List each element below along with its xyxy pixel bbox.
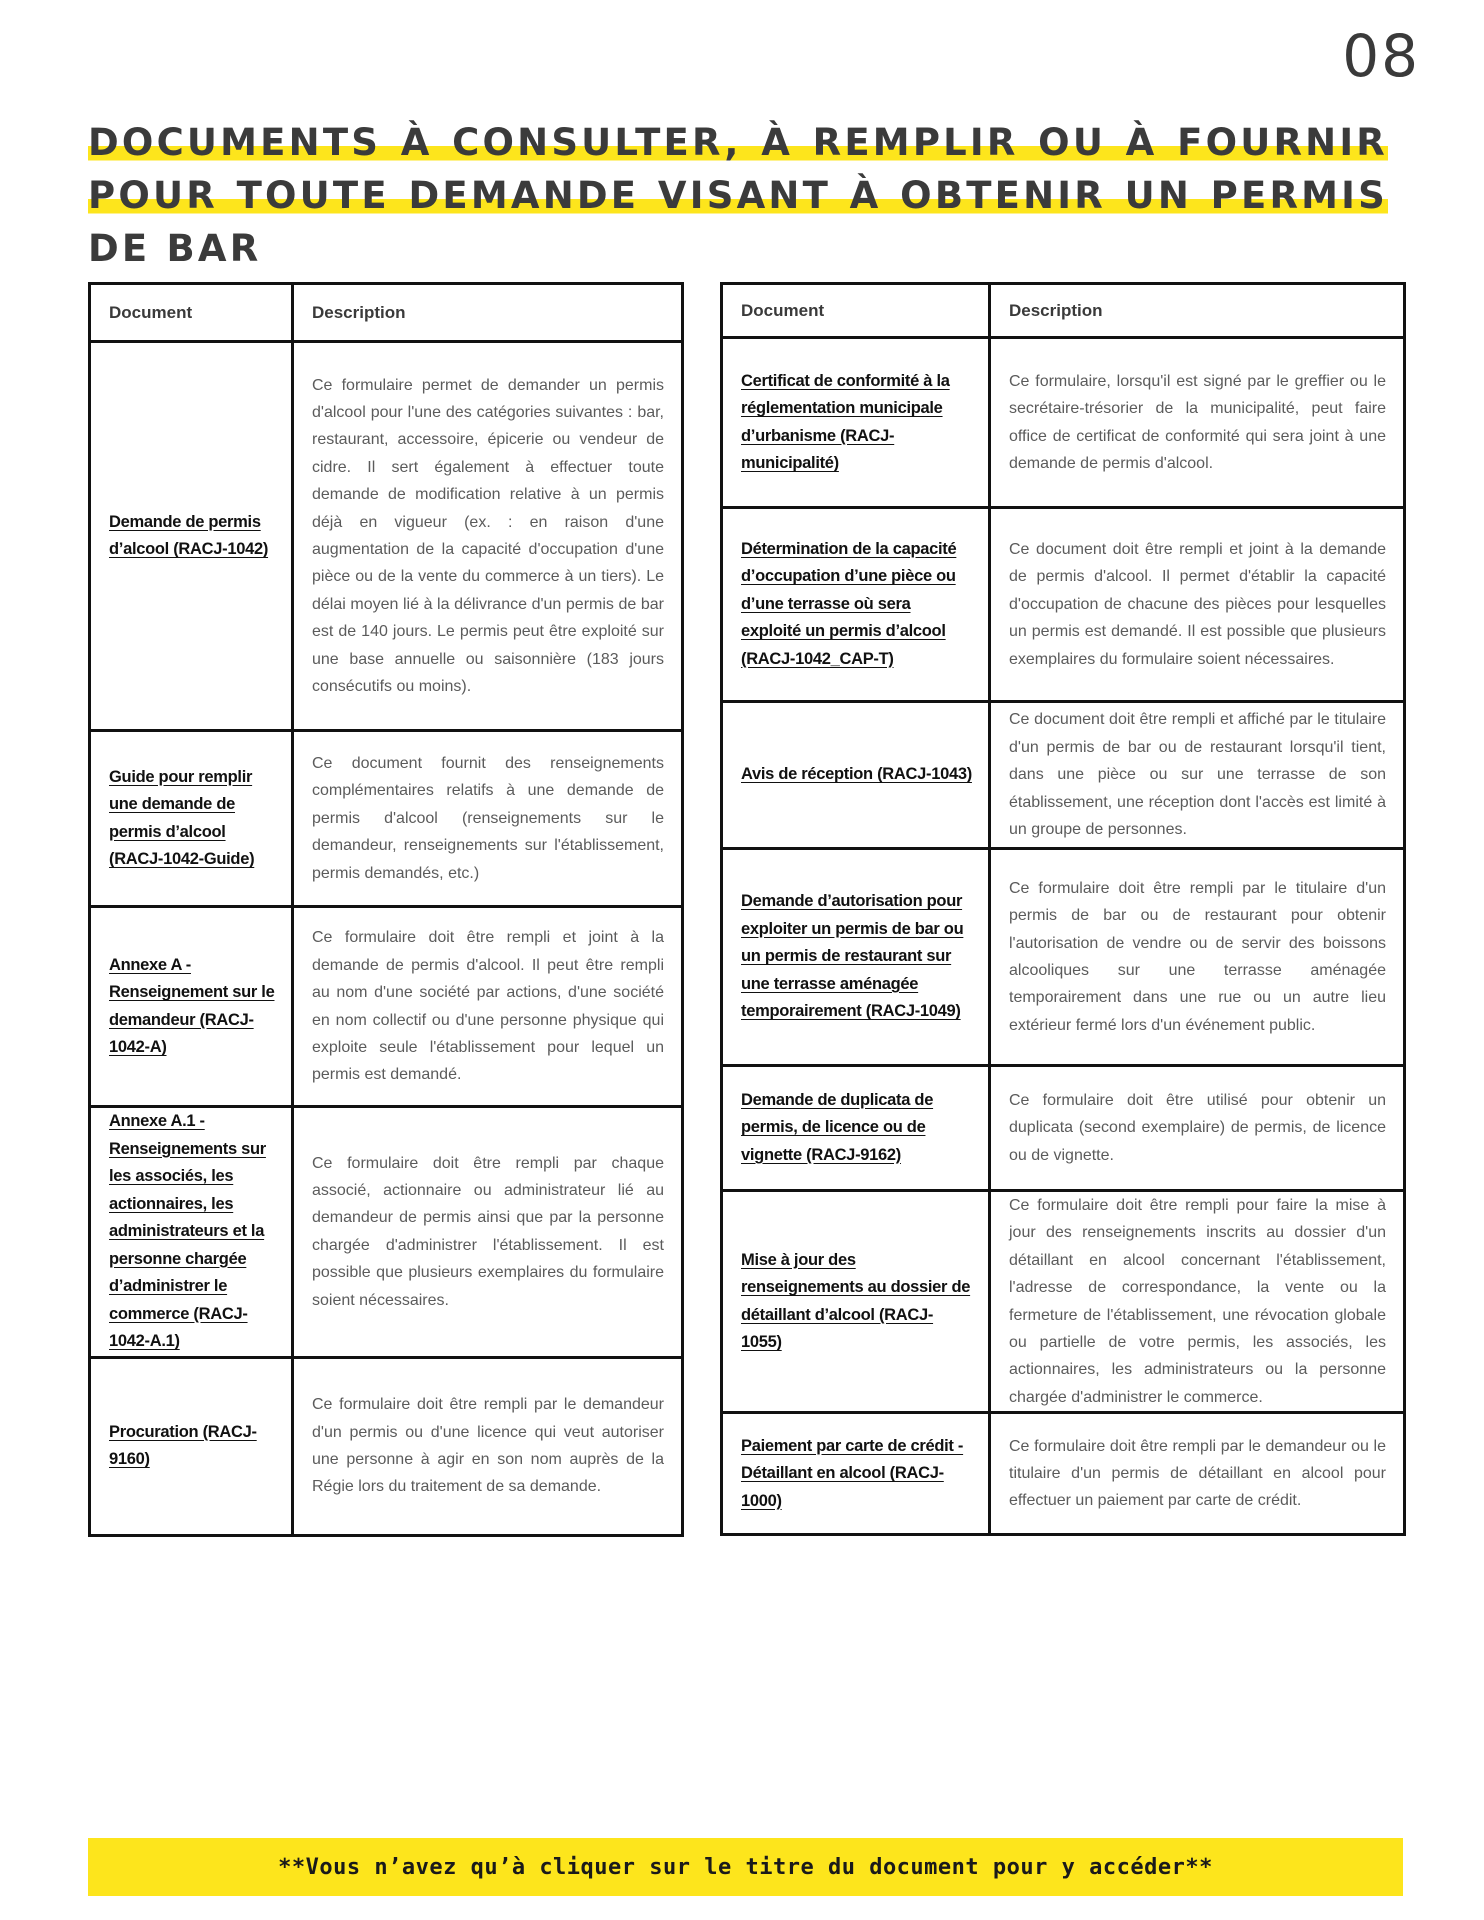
table-row — [90, 907, 683, 1107]
document-link[interactable]: Mise à jour des renseignements au dossier de détaillant d’alcool (RACJ-1055) — [741, 1250, 971, 1352]
document-link[interactable]: Demande d’autorisation pour exploiter un permis de bar ou un permis de restaurant sur une terrasse aménagée temporairement (RACJ-1049) — [741, 892, 964, 1021]
table-row — [722, 338, 1405, 508]
table-row — [722, 508, 1405, 702]
footer-note: **Vous n’avez qu’à cliquer sur le titre du document pour y accéder** — [278, 1854, 1213, 1880]
document-link[interactable]: Demande de permis d’alcool (RACJ-1042) — [109, 512, 269, 558]
document-link[interactable]: Annexe A - Renseignement sur le demandeur (RACJ-1042-A) — [109, 955, 275, 1056]
description-cell: Ce formulaire doit être rempli et joint à la demande de permis d'alcool. Il peut être rempli au nom d'une société par actions, d'une société en nom collectif ou d'une personne physique qui exploite seule l'établissement pour lequel un permis est demandé. — [293, 907, 683, 1107]
document-link[interactable]: Demande de duplicata de permis, de licence ou de vignette (RACJ-9162) — [741, 1090, 934, 1164]
description-cell: Ce formulaire doit être rempli pour faire la mise à jour des renseignements inscrits au dossier d'un détaillant en alcool concernant l'établissement, l'adresse de correspondance, la vente ou la fermeture de l'établissement, une révocation globale ou partielle de votre permis, les associés, les actionnaires, les administrateurs ou la personne chargée d'administrer le commerce. — [990, 1191, 1405, 1413]
page-title — [88, 116, 1388, 275]
document-cell — [90, 1357, 293, 1535]
page-number: 08 — [1342, 22, 1420, 90]
footer-banner — [88, 1838, 1403, 1896]
description-cell: Ce formulaire, lorsqu'il est signé par le greffier ou le secrétaire-trésorier de la municipalité, peut faire office de certificat de conformité qui sera joint à une demande de permis d'alcool. — [990, 338, 1405, 508]
description-cell: Ce document doit être rempli et affiché par le titulaire d'un permis de bar ou de restaurant lorsqu'il tient, dans une pièce ou sur une terrasse de son établissement, une réception dont l'accès est limité à un groupe de personnes. — [990, 702, 1405, 849]
document-cell — [722, 338, 990, 508]
document-cell — [722, 1191, 990, 1413]
table-row — [722, 702, 1405, 849]
table-row — [90, 1107, 683, 1358]
table-row — [722, 1413, 1405, 1535]
column-header-description: Description — [293, 284, 683, 342]
table-row — [90, 1357, 683, 1535]
document-cell — [90, 907, 293, 1107]
document-cell — [722, 849, 990, 1066]
document-link[interactable]: Procuration (RACJ-9160) — [109, 1422, 257, 1468]
description-cell: Ce formulaire doit être utilisé pour obtenir un duplicata (second exemplaire) de permis, de licence ou de vignette. — [990, 1066, 1405, 1191]
document-cell — [722, 702, 990, 849]
document-link[interactable]: Avis de réception (RACJ-1043) — [741, 765, 972, 784]
document-cell — [722, 1066, 990, 1191]
description-cell: Ce document fournit des renseignements complémentaires relatifs à une demande de permis d'alcool (renseignements sur le demandeur, renseignements sur l'établissement, permis demandés, etc.) — [293, 731, 683, 907]
document-cell — [90, 731, 293, 907]
document-link[interactable]: Paiement par carte de crédit - Détaillant en alcool (RACJ-1000) — [741, 1436, 964, 1510]
page-title-rest: DE BAR — [88, 227, 262, 270]
documents-table-right — [720, 282, 1406, 1536]
table-header-row — [722, 284, 1405, 338]
column-header-document: Document — [722, 284, 990, 338]
document-link[interactable]: Certificat de conformité à la réglementation municipale d’urbanisme (RACJ-municipalité) — [741, 371, 950, 472]
description-cell: Ce formulaire doit être rempli par le demandeur ou le titulaire d'un permis de détaillant en alcool pour effectuer un paiement par carte de crédit. — [990, 1413, 1405, 1535]
table-row — [722, 849, 1405, 1066]
description-cell: Ce formulaire permet de demander un permis d'alcool pour l'une des catégories suivantes : bar, restaurant, accessoire, épicerie ou vendeur de cidre. Il sert également à effectuer toute demande de modification relative à un permis déjà en vigueur (ex. : en raison d'une augmentation de la capacité d'occupation d'une pièce ou de la vente du commerce à un tiers). Le délai moyen lié à la délivrance d'un permis de bar est de 140 jours. Le permis peut être exploité sur une base annuelle ou saisonnière (183 jours consécutifs ou moins). — [293, 342, 683, 731]
documents-table-left — [88, 282, 684, 1537]
description-cell: Ce formulaire doit être rempli par chaque associé, actionnaire ou administrateur lié au demandeur de permis ainsi que par la personne chargée d'administrer l'établissement. Il est possible que plusieurs exemplaires du formulaire soient nécessaires. — [293, 1107, 683, 1358]
document-cell — [90, 1107, 293, 1358]
document-cell — [722, 1413, 990, 1535]
table-row — [90, 731, 683, 907]
table-row — [722, 1191, 1405, 1413]
column-header-document: Document — [90, 284, 293, 342]
description-cell: Ce document doit être rempli et joint à la demande de permis d'alcool. Il permet d'établir la capacité d'occupation de chacune des pièces pour lesquelles un permis est demandé. Il est possible que plusieurs exemplaires du formulaire soient nécessaires. — [990, 508, 1405, 702]
document-link[interactable]: Détermination de la capacité d’occupation d’une pièce ou d’une terrasse où sera exploité un permis d’alcool (RACJ-1042_CAP-T) — [741, 539, 957, 668]
page-title-highlighted: DOCUMENTS À CONSULTER, À REMPLIR OU À FOURNIR POUR TOUTE DEMANDE VISANT À OBTENIR UN PERMIS — [88, 121, 1388, 217]
description-cell: Ce formulaire doit être rempli par le demandeur d'un permis ou d'une licence qui veut autoriser une personne à agir en son nom auprès de la Régie lors du traitement de sa demande. — [293, 1357, 683, 1535]
table-row — [90, 342, 683, 731]
document-link[interactable]: Annexe A.1 - Renseignements sur les associés, les actionnaires, les administrateurs et la personne chargée d’administrer le commerce (RACJ-1042-A.1) — [109, 1112, 266, 1350]
table-header-row — [90, 284, 683, 342]
document-cell — [90, 342, 293, 731]
document-cell — [722, 508, 990, 702]
document-link[interactable]: Guide pour remplir une demande de permis d’alcool (RACJ-1042-Guide) — [109, 767, 255, 868]
table-row — [722, 1066, 1405, 1191]
description-cell: Ce formulaire doit être rempli par le titulaire d'un permis de bar ou de restaurant pour obtenir l'autorisation de vendre ou de servir des boissons alcooliques sur une terrasse aménagée temporairement dans une rue ou un autre lieu extérieur fermé lors d'un événement public. — [990, 849, 1405, 1066]
column-header-description: Description — [990, 284, 1405, 338]
